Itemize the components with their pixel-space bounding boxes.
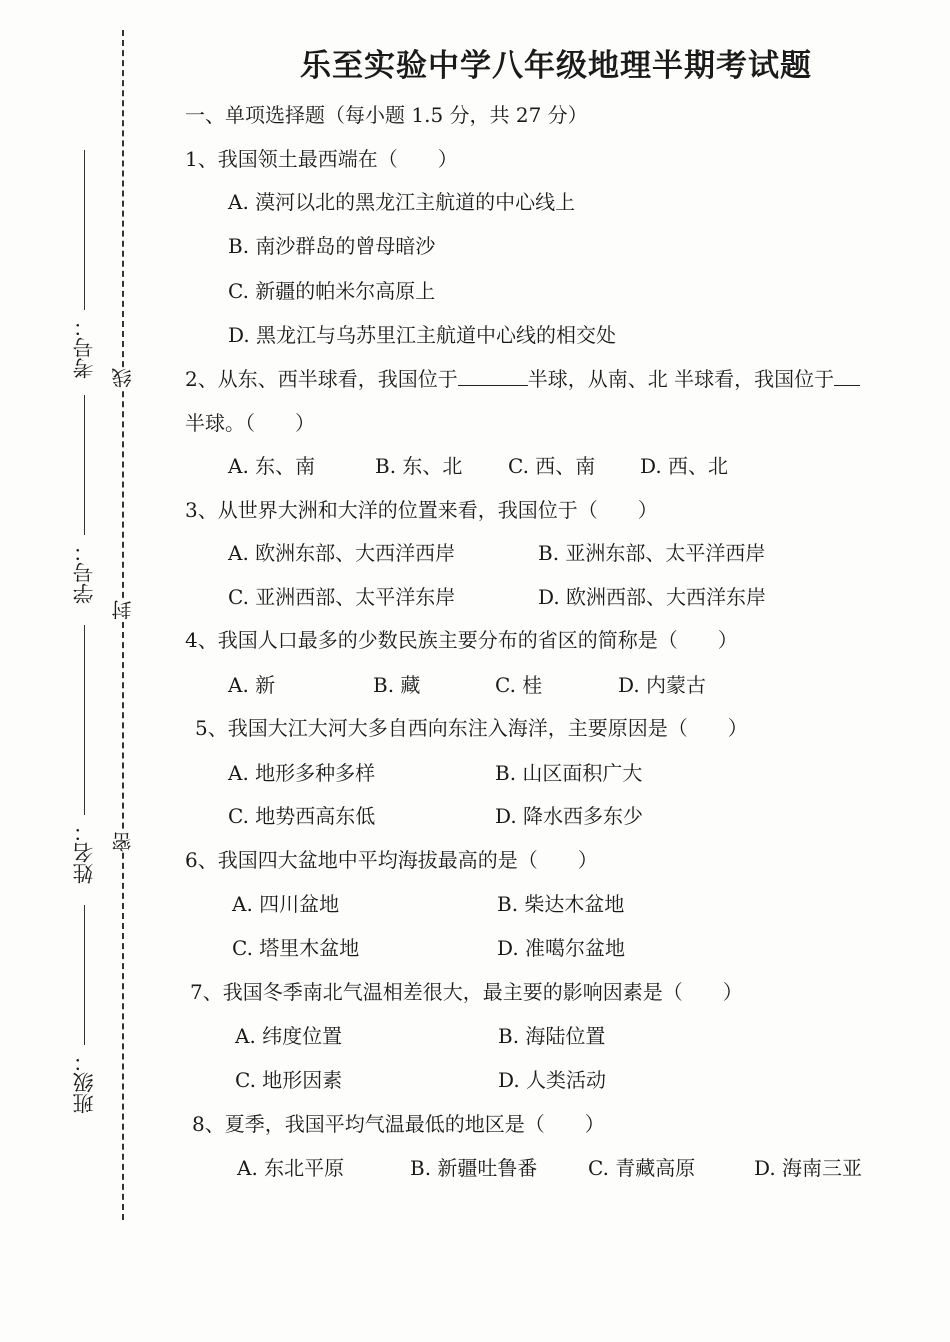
question-5-option-a[interactable]: A. 地形多种多样 [228, 761, 376, 785]
question-2-blank-1[interactable] [458, 367, 528, 386]
question-8-option-b[interactable]: B. 新疆吐鲁番 [410, 1156, 538, 1180]
exam-title: 乐至实验中学八年级地理半期考试题 [300, 48, 812, 84]
question-5-option-d[interactable]: D. 降水西多东少 [495, 804, 644, 828]
question-4-option-b[interactable]: B. 藏 [373, 673, 421, 697]
banji-blank[interactable] [84, 905, 85, 1045]
binding-dotted-line [122, 30, 124, 1220]
question-3-option-d[interactable]: D. 欧洲西部、大西洋东岸 [538, 585, 767, 609]
question-2-blank-2[interactable] [834, 367, 860, 386]
question-2-option-a[interactable]: A. 东、南 [228, 454, 316, 478]
question-6-option-c[interactable]: C. 塔里木盆地 [232, 936, 360, 960]
xuehao-label: 学号： [72, 541, 96, 604]
xingming-blank[interactable] [84, 625, 85, 815]
question-8-stem: 8、夏季，我国平均气温最低的地区是（ ） [192, 1112, 605, 1136]
question-7-option-a[interactable]: A. 纬度位置 [235, 1024, 343, 1048]
xingming-field[interactable] [64, 625, 104, 884]
question-4-stem: 4、我国人口最多的少数民族主要分布的省区的简称是（ ） [185, 628, 738, 652]
question-5-stem: 5、我国大江大河大多自西向东注入海洋，主要原因是（ ） [195, 716, 748, 740]
kaohao-label: 考号： [72, 316, 96, 379]
section-heading: 一、单项选择题（每小题 1.5 分，共 27 分） [185, 103, 588, 127]
question-7-stem: 7、我国冬季南北气温相差很大，最主要的影响因素是（ ） [190, 980, 743, 1004]
xingming-label: 姓名： [72, 821, 96, 884]
question-2-option-c[interactable]: C. 西、南 [508, 454, 596, 478]
xuehao-blank[interactable] [84, 395, 85, 535]
question-1-option-b[interactable]: B. 南沙群岛的曾母暗沙 [228, 234, 436, 258]
question-3-stem: 3、从世界大洲和大洋的位置来看，我国位于（ ） [185, 498, 658, 522]
question-5-option-c[interactable]: C. 地势西高东低 [228, 804, 376, 828]
question-7-option-d[interactable]: D. 人类活动 [498, 1068, 607, 1092]
question-2-option-d[interactable]: D. 西、北 [640, 454, 729, 478]
question-3-option-b[interactable]: B. 亚洲东部、太平洋西岸 [538, 541, 766, 565]
question-2-stem-part1: 2、从东、西半球看，我国位于 [185, 367, 458, 391]
question-1-option-c[interactable]: C. 新疆的帕米尔高原上 [228, 279, 436, 303]
question-5-option-b[interactable]: B. 山区面积广大 [495, 761, 643, 785]
question-6-stem: 6、我国四大盆地中平均海拔最高的是（ ） [185, 848, 598, 872]
kaohao-field[interactable] [64, 150, 104, 379]
question-7-option-b[interactable]: B. 海陆位置 [498, 1024, 606, 1048]
question-4-option-d[interactable]: D. 内蒙古 [618, 673, 707, 697]
question-7-option-c[interactable]: C. 地形因素 [235, 1068, 343, 1092]
banji-label: 班级： [72, 1051, 96, 1114]
binding-mark-mi: 密 [111, 832, 135, 852]
question-2-stem [185, 366, 860, 392]
question-8-option-a[interactable]: A. 东北平原 [237, 1156, 345, 1180]
question-6-option-d[interactable]: D. 准噶尔盆地 [497, 936, 626, 960]
question-1-option-d[interactable]: D. 黑龙江与乌苏里江主航道中心线的相交处 [228, 323, 617, 347]
question-2-stem-part2: 半球，从南、北 半球看，我国位于 [527, 367, 835, 391]
banji-field[interactable] [64, 905, 104, 1114]
question-1-stem: 1、我国领土最西端在（ ） [185, 147, 458, 171]
question-8-option-c[interactable]: C. 青藏高原 [588, 1156, 696, 1180]
question-3-option-a[interactable]: A. 欧洲东部、大西洋西岸 [228, 541, 456, 565]
binding-mark-feng: 封 [111, 600, 135, 620]
question-2-stem-continued: 半球。（ ） [185, 411, 315, 435]
question-1-option-a[interactable]: A. 漠河以北的黑龙江主航道的中心线上 [228, 190, 576, 214]
question-8-option-d[interactable]: D. 海南三亚 [754, 1156, 863, 1180]
question-3-option-c[interactable]: C. 亚洲西部、太平洋东岸 [228, 585, 456, 609]
question-4-option-c[interactable]: C. 桂 [495, 673, 543, 697]
binding-mark-xian: 线 [111, 368, 135, 388]
xuehao-field[interactable] [64, 395, 104, 604]
question-6-option-a[interactable]: A. 四川盆地 [232, 892, 340, 916]
kaohao-blank[interactable] [84, 150, 85, 310]
question-6-option-b[interactable]: B. 柴达木盆地 [497, 892, 625, 916]
question-2-option-b[interactable]: B. 东、北 [375, 454, 463, 478]
question-4-option-a[interactable]: A. 新 [228, 673, 276, 697]
